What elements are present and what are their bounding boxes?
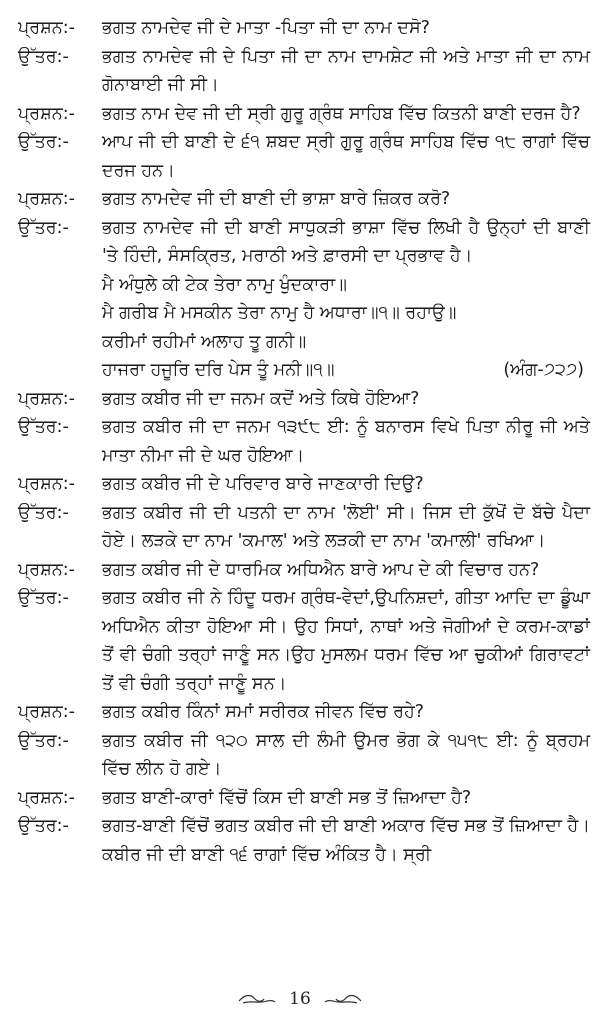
answer-label: ਉੱਤਰ:- (18, 588, 69, 608)
question-row (18, 185, 590, 214)
answer-row (18, 413, 590, 470)
answer-label: ਉੱਤਰ:- (18, 132, 69, 152)
answer-text: ਭਗਤ-ਬਾਣੀ ਵਿੱਚੋਂ ਭਗਤ ਕਬੀਰ ਜੀ ਦੀ ਬਾਣੀ ਅਕਾਰ ਵਿੱਚ ਸਭ ਤੋਂ ਜ਼ਿਆਦਾ ਹੈ।ਕਬੀਰ ਜੀ ਦੀ ਬਾਣੀ ੧੬ ਰਾਗਾਂ ਵਿੱਚ ਅੰਕਿਤ ਹੈ। ਸ੍ਰੀ (102, 816, 590, 865)
answer-row (18, 128, 590, 185)
question-text: ਭਗਤ ਕਬੀਰ ਜੀ ਦੇ ਪਰਿਵਾਰ ਬਾਰੇ ਜਾਣਕਾਰੀ ਦਿਉ? (102, 474, 424, 494)
qa-content (18, 14, 590, 869)
answer-text: ਭਗਤ ਕਬੀਰ ਜੀ ਦੀ ਪਤਨੀ ਦਾ ਨਾਮ 'ਲੋਈ' ਸੀ। ਜਿਸ ਦੀ ਕੁੱਖੋਂ ਦੋ ਬੱਚੇ ਪੈਦਾ ਹੋਏ। ਲੜਕੇ ਦਾ ਨਾਮ 'ਕਮਾਲ' ਅਤੇ ਲੜਕੀ ਦਾ ਨਾਮ 'ਕਮਾਲੀ' ਰਖਿਆ। (102, 502, 590, 551)
answer-text: ਭਗਤ ਕਬੀਰ ਜੀ ਨੇ ਹਿੰਦੂ ਧਰਮ ਗ੍ਰੰਥ-ਵੇਦਾਂ,ਉਪਨਿਸ਼ਦਾਂ, ਗੀਤਾ ਆਦਿ ਦਾ ਡੂੰਘਾ ਅਧਿਐਨ ਕੀਤਾ ਹੋਇਆ ਸੀ। ਉਹ ਸਿਧਾਂ, ਨਾਥਾਂ ਅਤੇ ਜੋਗੀਆਂ ਦੇ ਕਰਮ-ਕਾਡਾਂ ਤੋਂ ਵੀ ਚੰਗੀ ਤਰ੍ਹਾਂ ਜਾਣੂੰ ਸਨ।ਉਹ ਮੁਸਲਮ ਧਰਮ ਵਿੱਚ ਆ ਚੁਕੀਆਂ ਗਿਰਾਵਟਾਂ ਤੋਂ ਵੀ ਚੰਗੀ ਤਰ੍ਹਾਂ ਜਾਣੂੰ ਸਨ। (102, 588, 590, 694)
answer-label: ਉੱਤਰ:- (18, 417, 69, 437)
question-text: ਭਗਤ ਨਾਮ ਦੇਵ ਜੀ ਦੀ ਸ੍ਰੀ ਗੁਰੂ ਗ੍ਰੰਥ ਸਾਹਿਬ ਵਿੱਚ ਕਿਤਨੀ ਬਾਣੀ ਦਰਜ ਹੈ? (102, 103, 581, 124)
answer-label: ਉੱਤਰ:- (18, 217, 69, 238)
answer-row (18, 812, 590, 869)
answer-row (18, 214, 590, 385)
verse-line (102, 271, 590, 300)
question-text: ਭਗਤ ਕਬੀਰ ਜੀ ਦਾ ਜਨਮ ਕਦੋਂ ਅਤੇ ਕਿਥੇ ਹੋਇਆ? (102, 388, 420, 409)
page-footer (0, 984, 600, 1014)
answer-text: ਭਗਤ ਕਬੀਰ ਜੀ ੧੨੦ ਸਾਲ ਦੀ ਲੰਮੀ ਉਮਰ ਭੋਗ ਕੇ ੧੫੧੮ ਈ: ਨੂੰ ਬ੍ਰਹਮ ਵਿੱਚ ਲੀਨ ਹੋ ਗਏ। (102, 730, 590, 779)
question-label: ਪ੍ਰਸ਼ਨ:- (18, 787, 75, 808)
question-text: ਭਗਤ ਨਾਮਦੇਵ ਜੀ ਦੀ ਬਾਣੀ ਦੀ ਭਾਸ਼ਾ ਬਾਰੇ ਜ਼ਿਕਰ ਕਰੋ? (102, 189, 451, 209)
answer-row (18, 727, 590, 784)
verse-line (102, 328, 590, 357)
question-text: ਭਗਤ ਬਾਣੀ-ਕਾਰਾਂ ਵਿੱਚੋਂ ਕਿਸ ਦੀ ਬਾਣੀ ਸਭ ਤੋਂ ਜ਼ਿਆਦਾ ਹੈ? (102, 787, 472, 808)
answer-row (18, 43, 590, 100)
answer-label: ਉੱਤਰ:- (18, 502, 69, 523)
answer-text: ਆਪ ਜੀ ਦੀ ਬਾਣੀ ਦੇ ੬੧ ਸ਼ਬਦ ਸ੍ਰੀ ਗੁਰੂ ਗ੍ਰੰਥ ਸਾਹਿਬ ਵਿੱਚ ੧੮ ਰਾਗਾਂ ਵਿੱਚ ਦਰਜ ਹਨ। (102, 132, 590, 181)
question-label: ਪ੍ਰਸ਼ਨ:- (18, 189, 75, 209)
question-label: ਪ੍ਰਸ਼ਨ:- (18, 103, 75, 124)
verse-text: ਮੈ ਅੰਧੁਲੇ ਕੀ ਟੇਕ ਤੇਰਾ ਨਾਮੁ ਖੁੰਦਕਾਰਾ॥ (102, 274, 347, 295)
question-label: ਪ੍ਰਸ਼ਨ:- (18, 474, 75, 494)
answer-label: ਉੱਤਰ:- (18, 730, 69, 751)
verse-line (102, 356, 590, 385)
question-row (18, 14, 590, 43)
verse-text: ਮੈ ਗਰੀਬ ਮੈ ਮਸਕੀਨ ਤੇਰਾ ਨਾਮੁ ਹੈ ਅਧਾਰਾ॥੧॥ ਰਹਾਉ॥ (102, 303, 457, 323)
verse-text: ਕਰੀਮਾਂ ਰਹੀਮਾਂ ਅਲਾਹ ਤੂ ਗਨੀ॥ (102, 331, 307, 352)
question-label: ਪ੍ਰਸ਼ਨ:- (18, 702, 75, 722)
answer-label: ਉੱਤਰ:- (18, 46, 69, 67)
answer-text: ਭਗਤ ਕਬੀਰ ਜੀ ਦਾ ਜਨਮ ੧੩੯੮ ਈ: ਨੂੰ ਬਨਾਰਸ ਵਿਖੇ ਪਿਤਾ ਨੀਰੂ ਜੀ ਅਤੇ ਮਾਤਾ ਨੀਮਾ ਜੀ ਦੇ ਘਰ ਹੋਇਆ। (102, 417, 590, 466)
answer-text: ਭਗਤ ਨਾਮਦੇਵ ਜੀ ਦੇ ਪਿਤਾ ਜੀ ਦਾ ਨਾਮ ਦਾਮਸ਼ੇਟ ਜੀ ਅਤੇ ਮਾਤਾ ਜੀ ਦਾ ਨਾਮ ਗੋਨਾਬਾਈ ਜੀ ਸੀ। (102, 46, 590, 95)
question-row (18, 698, 590, 727)
answer-text: ਭਗਤ ਨਾਮਦੇਵ ਜੀ ਦੀ ਬਾਣੀ ਸਾਧੁਕੜੀ ਭਾਸ਼ਾ ਵਿੱਚ ਲਿਖੀ ਹੈ ਉਨ੍ਹਾਂ ਦੀ ਬਾਣੀ 'ਤੇ ਹਿੰਦੀ, ਸੰਸਕ੍ਰਿਤ, ਮਰਾਠੀ ਅਤੇ ਫ਼ਾਰਸੀ ਦਾ ਪ੍ਰਭਾਵ ਹੈ। (102, 217, 590, 266)
verse-line (102, 299, 590, 328)
verse-reference: (ਅੰਗ-੭੨੭) (503, 360, 584, 380)
question-text: ਭਗਤ ਨਾਮਦੇਵ ਜੀ ਦੇ ਮਾਤਾ -ਪਿਤਾ ਜੀ ਦਾ ਨਾਮ ਦਸੋ? (102, 18, 430, 38)
question-label: ਪ੍ਰਸ਼ਨ:- (18, 559, 75, 580)
answer-row (18, 584, 590, 698)
question-row (18, 784, 590, 813)
question-row (18, 556, 590, 585)
flourish-right-icon (323, 992, 363, 1006)
page-number: 16 (289, 989, 311, 1009)
flourish-left-icon (237, 992, 277, 1006)
answer-row (18, 499, 590, 556)
verse-text: ਹਾਜਰਾ ਹਜੂਰਿ ਦਰਿ ਪੇਸ ਤੂੰ ਮਨੀ॥੧॥ (102, 360, 335, 380)
question-row (18, 100, 590, 129)
question-text: ਭਗਤ ਕਬੀਰ ਜੀ ਦੇ ਧਾਰਮਿਕ ਅਧਿਐਨ ਬਾਰੇ ਆਪ ਦੇ ਕੀ ਵਿਚਾਰ ਹਨ? (102, 559, 540, 580)
question-text: ਭਗਤ ਕਬੀਰ ਕਿੰਨਾਂ ਸਮਾਂ ਸਰੀਰਕ ਜੀਵਨ ਵਿੱਚ ਰਹੇ? (102, 702, 425, 722)
question-row (18, 470, 590, 499)
answer-label: ਉੱਤਰ:- (18, 816, 69, 836)
question-label: ਪ੍ਰਸ਼ਨ:- (18, 18, 75, 38)
question-row (18, 385, 590, 414)
question-label: ਪ੍ਰਸ਼ਨ:- (18, 388, 75, 409)
verse-block (102, 271, 590, 385)
